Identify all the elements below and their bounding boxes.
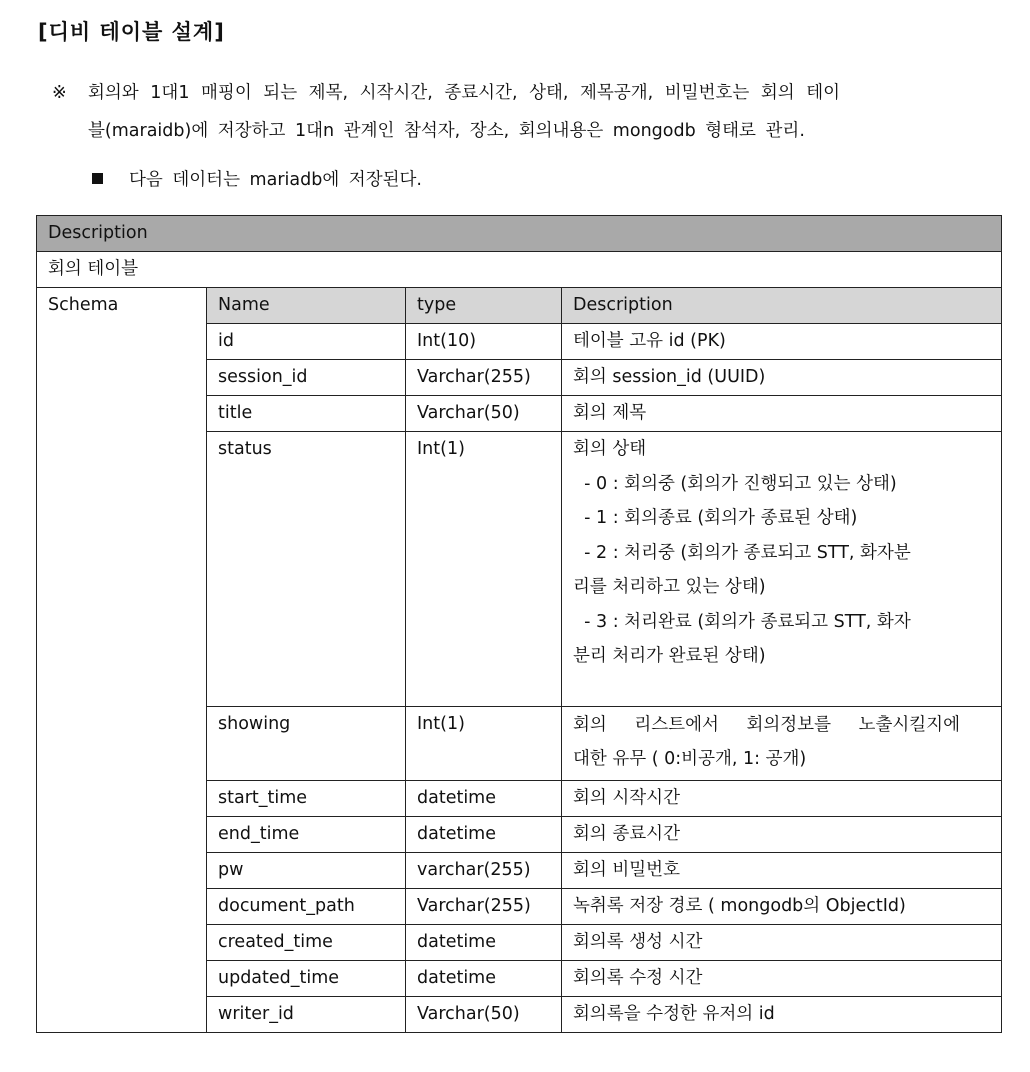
field-name-cell: end_time [207, 817, 406, 853]
field-type-cell: Varchar(50) [406, 396, 562, 432]
field-name-cell: session_id [207, 360, 406, 396]
field-type-cell: Int(1) [406, 432, 562, 707]
field-name-cell: showing [207, 707, 406, 781]
field-description-cell: 회의 시작시간 [562, 781, 1002, 817]
field-name-cell: start_time [207, 781, 406, 817]
column-header-name: Name [207, 288, 406, 324]
reference-mark: ※ [52, 83, 67, 103]
column-header-row [37, 288, 1002, 324]
field-description-cell [562, 432, 1002, 707]
bullet-text: 다음 데이터는 mariadb에 저장된다. [129, 170, 422, 190]
field-name-cell: created_time [207, 925, 406, 961]
table-name-row [37, 252, 1002, 288]
table-name-cell: 회의 테이블 [37, 252, 1002, 288]
field-name-cell: id [207, 324, 406, 360]
field-type-cell: Int(10) [406, 324, 562, 360]
description-line: - 0 : 회의중 (회의가 진행되고 있는 상태) [573, 473, 897, 494]
field-description-cell: 녹취록 저장 경로 ( mongodb의 ObjectId) [562, 889, 1002, 925]
field-description-cell: 회의록 수정 시간 [562, 961, 1002, 997]
top-header-cell: Description [37, 216, 1002, 252]
description-line: 대한 유무 ( 0:비공개, 1: 공개) [573, 749, 807, 769]
field-description-cell: 회의록을 수정한 유저의 id [562, 997, 1002, 1033]
note-line-2: 블(maraidb)에 저장하고 1대n 관계인 참석자, 장소, 회의내용은 mongodb 형태로 관리. [88, 121, 805, 141]
description-line: - 1 : 회의종료 (회의가 종료된 상태) [573, 508, 858, 528]
field-type-cell: datetime [406, 817, 562, 853]
field-description-cell: 회의 종료시간 [562, 817, 1002, 853]
field-type-cell: varchar(255) [406, 853, 562, 889]
field-description-cell: 회의 비밀번호 [562, 853, 1002, 889]
table-top-header-row [37, 216, 1002, 252]
description-line: 리를 처리하고 있는 상태) [573, 577, 766, 597]
field-description-cell: 회의 제목 [562, 396, 1002, 432]
field-name-cell: document_path [207, 889, 406, 925]
field-name-cell: updated_time [207, 961, 406, 997]
description-line: - 2 : 처리중 (회의가 종료되고 STT, 화자분 [573, 542, 911, 563]
bullet-item [92, 166, 422, 194]
field-type-cell: Int(1) [406, 707, 562, 781]
schema-table [36, 215, 1002, 1033]
field-description-cell: 회의록 생성 시간 [562, 925, 1002, 961]
field-type-cell: Varchar(50) [406, 997, 562, 1033]
description-line: 분리 처리가 완료된 상태) [573, 646, 766, 666]
field-name-cell: title [207, 396, 406, 432]
field-description-cell: 테이블 고유 id (PK) [562, 324, 1002, 360]
field-name-cell: writer_id [207, 997, 406, 1033]
field-description-cell [562, 707, 1002, 781]
field-type-cell: datetime [406, 925, 562, 961]
description-line: 회의 리스트에서 회의정보를 노출시킬지에 [573, 715, 960, 735]
description-line: 회의 상태 [573, 439, 647, 459]
square-bullet-icon [92, 173, 103, 184]
field-description-cell: 회의 session_id (UUID) [562, 360, 1002, 396]
note-line-1: 회의와 1대1 매핑이 되는 제목, 시작시간, 종료시간, 상태, 제목공개, 비밀번호는 회의 테이 [88, 83, 841, 103]
field-type-cell: datetime [406, 781, 562, 817]
description-line: - 3 : 처리완료 (회의가 종료되고 STT, 화자 [573, 611, 911, 632]
field-type-cell: Varchar(255) [406, 360, 562, 396]
column-header-type: type [406, 288, 562, 324]
field-name-cell: status [207, 432, 406, 707]
document-heading: [디비 테이블 설계] [38, 20, 225, 44]
schema-label-cell: Schema [37, 288, 207, 1033]
field-name-cell: pw [207, 853, 406, 889]
column-header-description: Description [562, 288, 1002, 324]
field-type-cell: Varchar(255) [406, 889, 562, 925]
field-type-cell: datetime [406, 961, 562, 997]
